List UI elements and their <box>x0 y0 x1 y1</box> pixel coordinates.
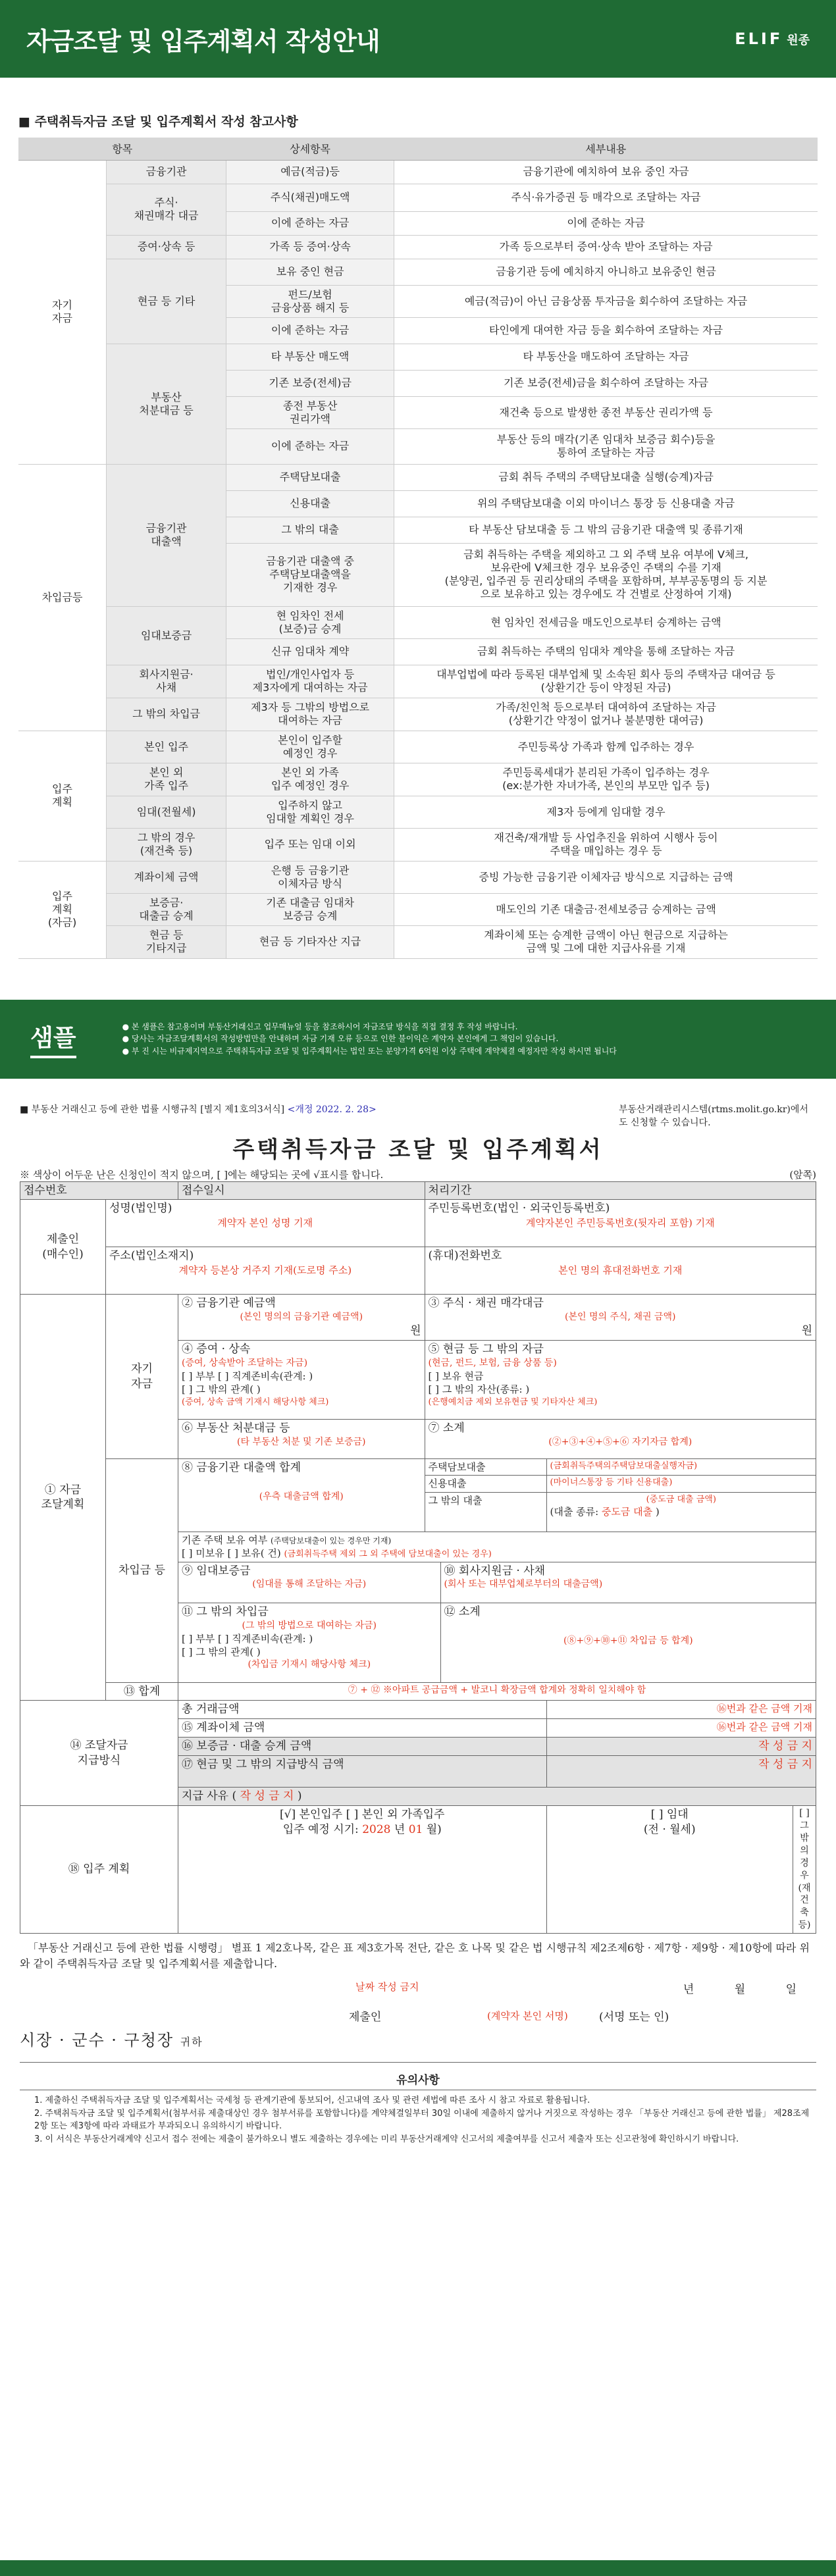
reference-row <box>18 731 818 763</box>
succession-label: ⑯ 보증금 · 대출 승계 금액 <box>178 1738 546 1756</box>
reference-item: 주식· 채권매각 대금 <box>107 184 226 235</box>
reference-item: 그 밖의 경우 (재건축 등) <box>107 828 226 861</box>
reference-detail: 주택담보대출 <box>226 464 394 490</box>
other-loan-field[interactable]: (중도금 대출 금액) (대출 종류: 중도금 대출 ) <box>546 1492 816 1532</box>
rrn-field[interactable]: 주민등록번호(법인 · 외국인등록번호) 계약자본인 주민등록번호(뒷자리 포함) 기재 <box>425 1200 816 1247</box>
funding-plan-label: ① 자금 조달계획 <box>20 1295 106 1701</box>
sample-notes <box>122 1021 617 1058</box>
transfer-field[interactable]: ⑯번과 같은 금액 기재 <box>546 1719 816 1738</box>
total-price-field[interactable]: ⑯번과 같은 금액 기재 <box>546 1701 816 1719</box>
reference-detail: 주식(채권)매도액 <box>226 184 394 211</box>
reference-detail: 기존 대출금 임대차 보증금 승계 <box>226 893 394 925</box>
reference-item: 임대(전월세) <box>107 796 226 828</box>
phone-field[interactable]: (휴대)전화번호 본인 명의 휴대전화번호 기재 <box>425 1247 816 1295</box>
reference-detail: 이에 준하는 자금 <box>226 211 394 235</box>
reference-detail: 현 임차인 전세 (보증)금 승계 <box>226 606 394 638</box>
signature-hint: (계약자 본인 서명) <box>487 2010 568 2022</box>
pay-reason-field[interactable]: 지급 사유 ( 작 성 금 지 ) <box>178 1788 816 1806</box>
statement: 「부동산 거래신고 등에 관한 법률 시행령」 별표 1 제2호나목, 같은 표 제3호가목 전단, 같은 호 나목 및 같은 법 시행규칙 제2조제6항 · 제7항 · 제9항 · 제10항에 따라 위와 같이 주택취득자금 조달 및 입주계획서를 제출합니다. <box>20 1942 810 1971</box>
deposit-lease-field[interactable]: ⑨ 임대보증금 (임대를 통해 조달하는 자금) <box>178 1562 440 1603</box>
reference-detail: 예금(적금)등 <box>226 160 394 184</box>
reference-description: 주식·유가증권 등 매각으로 조달하는 자금 <box>394 184 818 211</box>
address-field[interactable]: 주소(법인소재지) 계약자 등본상 거주지 기재(도로명 주소) <box>106 1247 425 1295</box>
loan-total-field[interactable]: ⑧ 금융기관 대출액 합계 (우측 대출금액 합계) <box>178 1459 425 1532</box>
reference-detail: 타 부동산 매도액 <box>226 344 394 370</box>
pay-row-1 <box>20 1701 816 1719</box>
reference-row <box>18 344 818 370</box>
reference-description: 금융기관 등에 예치하지 아니하고 보유중인 현금 <box>394 259 818 285</box>
reference-item: 본인 외 가족 입주 <box>107 763 226 796</box>
reference-row <box>18 160 818 184</box>
credit-loan-label: 신용대출 <box>425 1476 546 1492</box>
reference-item: 현금 등 기타 <box>107 259 226 344</box>
reference-table <box>18 138 818 959</box>
reference-description: 재건축/재개발 등 사업추진을 위하여 시행사 등이 주택을 매입하는 경우 등 <box>394 828 818 861</box>
page-title: 자금조달 및 입주계획서 작성안내 <box>26 26 380 56</box>
move-in-label: ⑱ 입주 계획 <box>20 1806 178 1934</box>
law-ref: ■ 부동산 거래신고 등에 관한 법률 시행규칙 [별지 제1호의3서식] <box>20 1104 285 1115</box>
reference-item: 보증금· 대출금 승계 <box>107 893 226 925</box>
reference-description: 가족/친인척 등으로부터 대여하여 조달하는 자금 (상환기간 약정이 없거나 불분명한 대여금) <box>394 698 818 731</box>
col-item: 항목 <box>18 138 226 160</box>
other-pay-field[interactable]: 작 성 금 지 <box>546 1756 816 1788</box>
reference-description: 현 임차인 전세금을 매도인으로부터 승계하는 금액 <box>394 606 818 638</box>
own-row-1 <box>20 1295 816 1341</box>
reference-description: 증빙 가능한 금융기관 이체자금 방식으로 지급하는 금액 <box>394 861 818 893</box>
col-desc: 세부내용 <box>394 138 818 160</box>
date-field[interactable]: 년 월 일 <box>683 1983 797 1997</box>
reference-description: 금회 취득하는 주택을 제외하고 그 외 주택 보유 여부에 V체크, 보유란에 V체크한 경우 보유중인 주택의 수를 기재 (분양권, 입주권 등 권리상태의 주택을 포함하며, 부부공동명의 등 지분 으로 보유하고 있는 경우에도 각 건별로 산정하여 기재) <box>394 543 818 606</box>
reference-row <box>18 259 818 285</box>
reference-detail: 이에 준하는 자금 <box>226 317 394 344</box>
reference-detail: 이에 준하는 자금 <box>226 428 394 464</box>
reference-row <box>18 235 818 259</box>
reference-description: 금회 취득 주택의 주택담보대출 실행(승계)자금 <box>394 464 818 490</box>
credit-loan-field[interactable]: (마이너스통장 등 기타 신용대출) <box>546 1476 816 1492</box>
reference-detail: 그 밖의 대출 <box>226 517 394 543</box>
reference-header-row <box>18 138 818 160</box>
form-table <box>20 1181 816 1934</box>
reference-section <box>0 78 836 959</box>
total-row <box>20 1682 816 1701</box>
reference-row <box>18 861 818 893</box>
reference-description: 부동산 등의 매각(기존 임대차 보증금 회수)등을 통하여 조달하는 자금 <box>394 428 818 464</box>
page-footer <box>0 2560 836 2576</box>
sample-note: ● 본 샘플은 참고용이며 부동산거래신고 업무매뉴얼 등을 참조하시어 자금조달 방식을 직접 결정 후 작성 바랍니다. <box>122 1021 518 1031</box>
reference-description: 대부업법에 따라 등록된 대부업체 및 소속된 회사 등의 주택자금 대여금 등 (상환기간 등이 약정된 자금) <box>394 665 818 698</box>
recipient: 시장 · 군수 · 구청장 귀하 <box>20 2031 203 2050</box>
own-subtotal-field[interactable]: ⑦ 소계 (②+③+④+⑤+⑥ 자기자금 합계) <box>425 1420 816 1459</box>
submitter-row-2 <box>20 1247 816 1295</box>
rent-field[interactable]: [ ] 임대 (전 · 월세) <box>546 1806 793 1934</box>
reference-detail: 금융기관 대출액 중 주택담보대출액을 기재한 경우 <box>226 543 394 606</box>
reference-detail: 보유 중인 현금 <box>226 259 394 285</box>
sample-note: ● 부 진 시는 비규제지역으로 주택취득자금 조달 및 입주계획서는 법인 또는 분양가격 6억원 이상 주택에 계약체결 예정자만 작성 하시면 됩니다 <box>122 1046 617 1056</box>
reference-group: 입주 계획 (자금) <box>18 861 107 958</box>
reference-detail: 종전 부동산 권리가액 <box>226 396 394 428</box>
submitter-row-1 <box>20 1200 816 1247</box>
notice-item: 2. 주택취득자금 조달 및 입주계획서(첨부서류 제출대상인 경우 첨부서류를 포함합니다)를 계약체결일부터 30일 이내에 제출하지 않거나 거짓으로 작성하는 경우 「부동산 거래신고 등에 관한 법률」 제28조제2항 또는 제3항에 따라 과태료가 부과되오니 유의하시기 바랍니다. <box>34 2108 810 2132</box>
reference-description: 타인에게 대여한 자금 등을 회수하여 조달하는 자금 <box>394 317 818 344</box>
reference-row <box>18 828 818 861</box>
reference-detail: 신용대출 <box>226 490 394 517</box>
form-top <box>20 1102 816 1129</box>
succession-field[interactable]: 작 성 금 지 <box>546 1738 816 1756</box>
total-field[interactable]: ⑦ + ⑫ ※아파트 공급금액 + 발코니 확장금액 합계와 정확히 일치해야 함 <box>178 1682 816 1701</box>
reference-detail: 가족 등 증여·상속 <box>226 235 394 259</box>
reference-item: 금융기관 대출액 <box>107 464 226 606</box>
reference-detail: 법인/개인사업자 등 제3자에게 대여하는 자금 <box>226 665 394 698</box>
reference-detail: 입주 또는 임대 이외 <box>226 828 394 861</box>
reference-description: 타 부동산 담보대출 등 그 밖의 금융기관 대출액 및 종류기재 <box>394 517 818 543</box>
stock-field[interactable]: ③ 주식 · 채권 매각대금 (본인 명의 주식, 채권 금액) 원 <box>425 1295 816 1341</box>
reference-item: 현금 등 기타지급 <box>107 925 226 958</box>
brand-logo: ELIF 원종 <box>735 30 810 48</box>
notice-title: 유의사항 <box>20 2068 816 2090</box>
col-detail: 상세항목 <box>226 138 394 160</box>
mortgage-field[interactable]: (금회취득주택의주택담보대출실행자금) <box>546 1459 816 1476</box>
reference-group: 입주 계획 <box>18 731 107 861</box>
gift-field[interactable]: ④ 증여 · 상속 (증여, 상속받아 조달하는 자금) [ ] 부부 [ ] 직계존비속(관계: ) [ ] 그 밖의 관계( ) (증여, 상속 금액 기재시 해당사항 체크) <box>178 1341 425 1420</box>
reference-description: 재건축 등으로 발생한 종전 부동산 권리가액 등 <box>394 396 818 428</box>
self-move-in-field[interactable]: [√] 본인입주 [ ] 본인 외 가족입주 입주 예정 시기: 2028 년 01 월) <box>178 1806 546 1934</box>
reference-item: 그 밖의 차입금 <box>107 698 226 731</box>
move-in-row <box>20 1806 816 1934</box>
reference-description: 위의 주택담보대출 이외 마이너스 통장 등 신용대출 자금 <box>394 490 818 517</box>
reference-row <box>18 893 818 925</box>
reference-row <box>18 184 818 211</box>
sample-banner <box>0 1000 836 1079</box>
reference-detail: 제3자 등 그밖의 방법으로 대여하는 자금 <box>226 698 394 731</box>
submitter-sign-label: 제출인 <box>349 2011 382 2024</box>
reference-item: 회사지원금· 사채 <box>107 665 226 698</box>
notice-box <box>20 2068 816 2146</box>
reference-detail: 기존 보증(전세)금 <box>226 370 394 396</box>
house-ownership-field[interactable]: 기존 주택 보유 여부 (주택담보대출이 있는 경우만 기재) [ ] 미보유 [ ] 보유( 건) (금회취득주택 제외 그 외 주택에 담보대출이 있는 경우) <box>178 1532 816 1562</box>
revision: <개정 2022. 2. 28> <box>287 1104 377 1115</box>
transfer-label: ⑮ 계좌이체 금액 <box>178 1719 546 1738</box>
reference-description: 매도인의 기존 대출금·전세보증금 승계하는 금액 <box>394 893 818 925</box>
reference-item: 증여·상속 등 <box>107 235 226 259</box>
notice-list <box>20 2090 816 2146</box>
reference-heading: ■ 주택취득자금 조달 및 입주계획서 작성 참고사항 <box>18 115 298 129</box>
reference-description: 주민등록상 가족과 함께 입주하는 경우 <box>394 731 818 763</box>
reference-description: 제3자 등에게 임대할 경우 <box>394 796 818 828</box>
notice-item: 1. 제출하신 주택취득자금 조달 및 입주계획서는 국세청 등 관계기관에 통보되어, 신고내역 조사 및 관련 세법에 따른 조사 시 참고 자료로 활용됩니다. <box>34 2096 590 2106</box>
reference-row <box>18 698 818 731</box>
property-sale-field[interactable]: ⑥ 부동산 처분대금 등 (타 부동산 처분 및 기존 보증금) <box>178 1420 425 1459</box>
notice-item: 3. 이 서식은 부동산거래계약 신고서 접수 전에는 제출이 불가하오니 별도 제출하는 경우에는 미리 부동산거래계약 신고서의 제출여부를 신고서 제출자 또는 신고관청에 확인하시기 바랍니다. <box>34 2134 739 2144</box>
reference-row <box>18 763 818 796</box>
reference-item: 임대보증금 <box>107 606 226 665</box>
other-borrow-field[interactable]: ⑪ 그 밖의 차입금 (그 밖의 방법으로 대여하는 자금) [ ] 부부 [ ] 직계존비속(관계: ) [ ] 그 밖의 관계( ) (차입금 기재시 해당사항 체크) <box>178 1603 440 1682</box>
receipt-row: 접수번호 접수일시 처리기간 <box>20 1181 816 1200</box>
reference-body <box>18 160 818 958</box>
total-price-label: 총 거래금액 <box>178 1701 546 1719</box>
reference-row <box>18 925 818 958</box>
reference-group: 차입금등 <box>18 464 107 731</box>
reference-description: 금회 취득하는 주택의 임대차 계약을 통해 조달하는 자금 <box>394 638 818 665</box>
page-header <box>0 0 836 78</box>
sample-label: 샘플 <box>30 1019 76 1058</box>
reference-group: 자기 자금 <box>18 160 107 464</box>
signature-field[interactable]: (서명 또는 인) <box>599 2011 669 2024</box>
other-move-field[interactable]: [ ] 그 밖의 경우 (재건축 등) <box>793 1806 816 1934</box>
sample-form <box>0 1102 836 2146</box>
reference-description: 예금(적금)이 아닌 금융상품 투자금을 회수하여 조달하는 자금 <box>394 285 818 317</box>
reference-row <box>18 665 818 698</box>
reference-description: 타 부동산을 매도하여 조달하는 자금 <box>394 344 818 370</box>
name-field[interactable]: 성명(법인명) 계약자 본인 성명 기재 <box>106 1200 425 1247</box>
reference-item: 금융기관 <box>107 160 226 184</box>
other-pay-label: ⑰ 현금 및 그 밖의 지급방식 금액 <box>178 1756 546 1788</box>
reference-row <box>18 796 818 828</box>
reference-description: 이에 준하는 자금 <box>394 211 818 235</box>
total-label: ⑬ 합계 <box>106 1682 178 1701</box>
reference-item: 본인 입주 <box>107 731 226 763</box>
reference-detail: 은행 등 금융기관 이체자금 방식 <box>226 861 394 893</box>
reference-description: 계좌이체 또는 승계한 금액이 아닌 현금으로 지급하는 금액 및 그에 대한 지급사유를 기재 <box>394 925 818 958</box>
reference-item: 계좌이체 금액 <box>107 861 226 893</box>
reference-row <box>18 606 818 638</box>
reference-detail: 신규 임대차 계약 <box>226 638 394 665</box>
reference-item: 부동산 처분대금 등 <box>107 344 226 464</box>
other-loan-label: 그 밖의 대출 <box>425 1492 546 1532</box>
borrow-label: 차입금 등 <box>106 1459 178 1682</box>
borrow-subtotal-field[interactable]: ⑫ 소계 (⑧+⑨+⑩+⑪ 차입금 등 합계) <box>440 1603 816 1682</box>
reference-detail: 펀드/보험 금융상품 해지 등 <box>226 285 394 317</box>
date-hint: 날짜 작성 금지 <box>355 1981 419 1994</box>
signature-area <box>20 1977 816 2063</box>
online-note: 부동산거래관리시스템(rtms.molit.go.kr)에서도 신청할 수 있습니다. <box>619 1104 808 1128</box>
company-loan-field[interactable]: ⑩ 회사지원금 · 사채 (회사 또는 대부업체로부터의 대출금액) <box>440 1562 816 1603</box>
reference-row <box>18 464 818 490</box>
page-side: (앞쪽) <box>789 1168 816 1181</box>
reference-detail: 입주하지 않고 임대할 계획인 경우 <box>226 796 394 828</box>
mortgage-label: 주택담보대출 <box>425 1459 546 1476</box>
sample-note: ● 당사는 자금조달계획서의 작성방법만을 안내하며 자금 기재 오류 등으로 인한 불이익은 계약자 본인에게 그 책임이 있습니다. <box>122 1034 559 1044</box>
reference-description: 금융기관에 예치하여 보유 중인 자금 <box>394 160 818 184</box>
deposit-field[interactable]: ② 금융기관 예금액 (본인 명의의 금융기관 예금액) 원 <box>178 1295 425 1341</box>
submitter-label: 제출인 (매수인) <box>20 1200 106 1295</box>
borrow-row-1 <box>20 1459 816 1476</box>
form-title: 주택취득자금 조달 및 입주계획서 <box>232 1136 604 1163</box>
reference-description: 주민등록세대가 분리된 가족이 입주하는 경우 (ex:분가한 자녀가족, 본인의 부모만 입주 등) <box>394 763 818 796</box>
own-funds-label: 자기 자금 <box>106 1295 178 1459</box>
form-note: ※ 색상이 어두운 난은 신청인이 적지 않으며, [ ]에는 해당되는 곳에 √표시를 합니다. (앞쪽) <box>20 1168 816 1181</box>
reference-detail: 현금 등 기타자산 지급 <box>226 925 394 958</box>
reference-description: 기존 보증(전세)금을 회수하여 조달하는 자금 <box>394 370 818 396</box>
reference-description: 가족 등으로부터 증여·상속 받아 조달하는 자금 <box>394 235 818 259</box>
reference-detail: 본인이 입주할 예정인 경우 <box>226 731 394 763</box>
payment-method-label: ⑭ 조달자금 지급방식 <box>20 1701 178 1806</box>
cash-field[interactable]: ⑤ 현금 등 그 밖의 자금 (현금, 펀드, 보험, 금융 상품 등) [ ] 보유 현금 [ ] 그 밖의 자산(종류: ) (은행예치금 제외 보유현금 및 기타자산 체크) <box>425 1341 816 1420</box>
reference-detail: 본인 외 가족 입주 예정인 경우 <box>226 763 394 796</box>
